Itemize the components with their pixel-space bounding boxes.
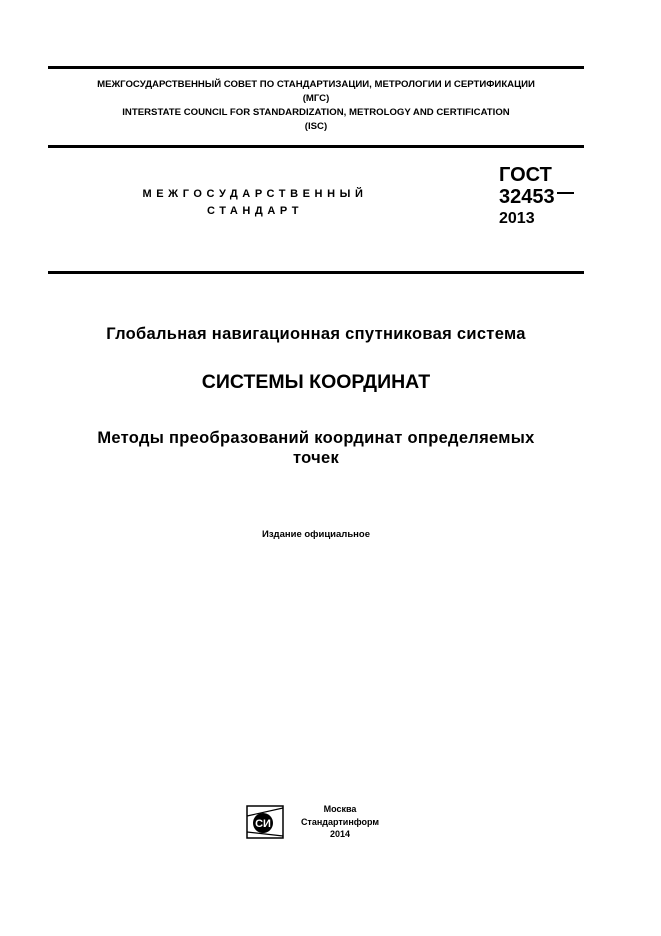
standard-type [130, 186, 380, 220]
council-en-name: INTERSTATE COUNCIL FOR STANDARDIZATION, METROLOGY AND CERTIFICATION [122, 107, 510, 118]
sub-title [48, 428, 584, 468]
main-title: СИСТЕМЫ КООРДИНАТ [201, 371, 431, 393]
gost-number: 32453 [499, 186, 555, 208]
council-ru-abbr: (МГС) [302, 93, 330, 104]
gost-label: ГОСТ [499, 164, 552, 186]
standartinform-logo-icon [246, 805, 284, 839]
gost-year: 2013 [499, 210, 535, 227]
edition-label: Издание официальное [262, 529, 370, 540]
gost-dash [557, 192, 574, 194]
standard-type-line1: МЕЖГОСУДАРСТВЕННЫЙ [142, 188, 368, 200]
header-bottom-rule [48, 145, 584, 148]
standard-type-line2: СТАНДАРТ [206, 205, 304, 217]
gost-designation [499, 164, 574, 230]
publisher-block [290, 803, 390, 841]
council-ru-name: МЕЖГОСУДАРСТВЕННЫЙ СОВЕТ ПО СТАНДАРТИЗАЦИИ, МЕТРОЛОГИИ И СЕРТИФИКАЦИИ [97, 79, 535, 90]
sub-title-line2: точек [292, 449, 340, 467]
designation-bottom-rule [48, 271, 584, 274]
council-header [48, 78, 584, 134]
gost-number-line [499, 186, 574, 208]
publisher-city: Москва [323, 804, 357, 814]
general-title: Глобальная навигационная спутниковая система [106, 325, 526, 343]
logo-text: СИ [255, 818, 271, 830]
publisher-year: 2014 [329, 829, 351, 839]
sub-title-line1: Методы преобразований координат определяемых [97, 429, 535, 447]
council-en-abbr: (ISC) [304, 121, 328, 132]
top-rule [48, 66, 584, 69]
publisher-name: Стандартинформ [300, 816, 380, 827]
